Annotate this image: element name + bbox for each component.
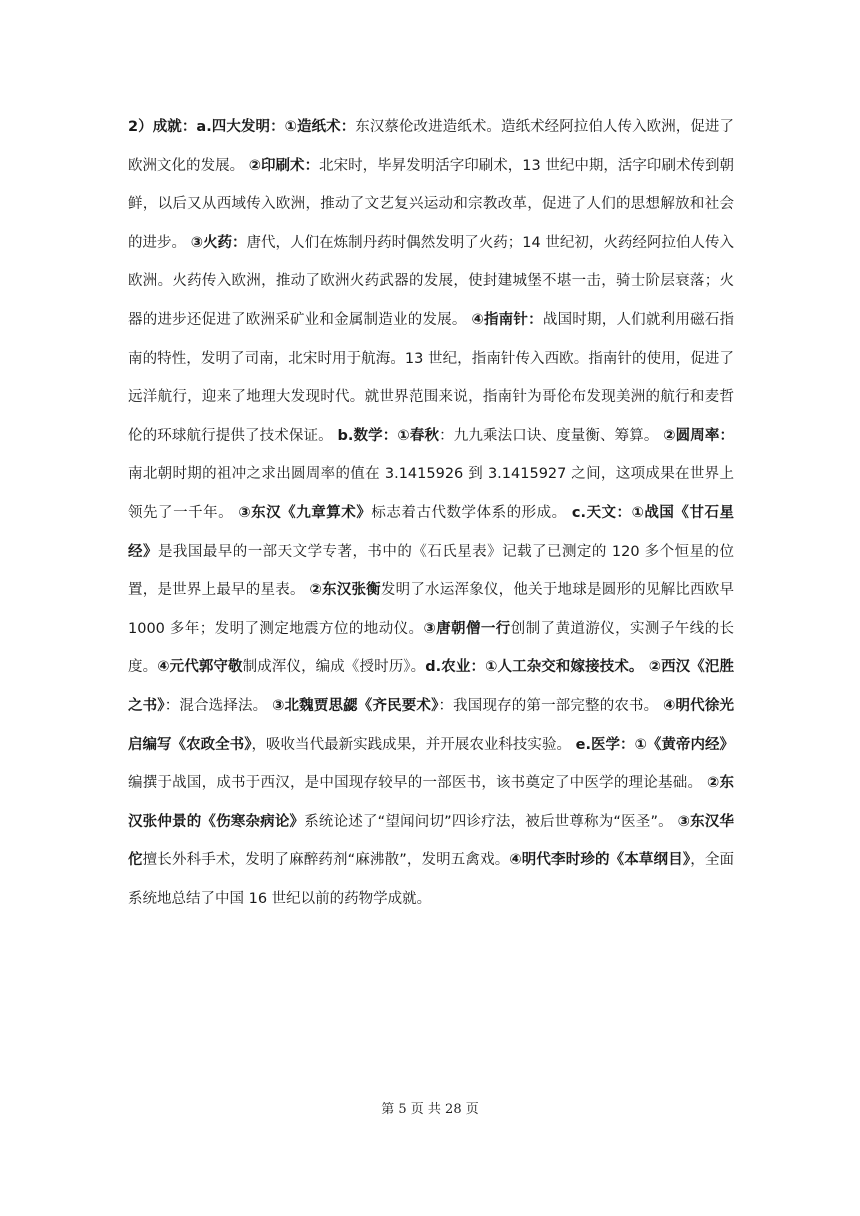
bold-heading-segment: ③火药： [190, 234, 247, 251]
text-segment: 制成浑仪，编成《授时历》。 [242, 659, 426, 676]
bold-heading-segment: ③北魏贾思勰《齐民要术》 [272, 697, 439, 714]
bold-heading-segment: ④指南针： [471, 311, 543, 328]
text-segment: 唐代，人们在炼制丹药时偶然发明了火药；14 世纪初，火药经阿拉伯人传入欧洲。火药传入欧洲，推动了欧洲火药武器的发展，使封建城堡不堪一击，骑士阶层衰落；火器的进步还促进了欧洲采矿业和金属制造业的发展。 [128, 234, 735, 328]
bold-heading-segment: ②圆周率： [663, 427, 735, 444]
text-segment: 发明了水运浑象仪，他关于地球是圆形的见解比西欧早 1000 多年；发明了测定地震方位的地动仪。 [128, 582, 734, 637]
bold-heading-segment: b.数学：①春秋 [337, 427, 440, 444]
text-segment: ：我国现存的第一部完整的农书。 [438, 697, 664, 714]
text-segment: 创制了黄道游仪，实测子午线的长度。 [128, 620, 735, 676]
bold-heading-segment: ④元代郭守敬 [157, 659, 243, 676]
bold-heading-segment: ②东汉张仲景的《伤寒杂病论》 [128, 775, 734, 830]
body-paragraph [128, 108, 734, 918]
text-segment: 东汉蔡伦改进造纸术。造纸术经阿拉伯人传入欧洲，促进了欧洲文化的发展。 [128, 119, 734, 174]
bold-heading-segment: ④明代李时珍的《本草纲目》 [509, 852, 691, 869]
text-segment: 标志着古代数学体系的形成。 [371, 504, 572, 521]
text-segment: 战国时期，人们就利用磁石指南的特性，发明了司南，北宋时用于航海。13 世纪，指南针传入西欧。指南针的使用，促进了远洋航行，迎来了地理大发现时代。就世界范围来说，指南针为哥伦布发现美洲的航行和麦哲伦的环球航行提供了技术保证。 [128, 311, 735, 444]
bold-heading-segment: 2）成就：a.四大发明：①造纸术： [128, 119, 356, 135]
text-segment: ，吸收当代最新实践成果，并开展农业科技实验。 [251, 736, 576, 753]
text-segment: ：混合选择法。 [164, 697, 273, 714]
bold-heading-segment: ③唐朝僧一行 [423, 620, 511, 637]
bold-heading-segment: ②东汉张衡 [309, 582, 381, 599]
bold-heading-segment: d.农业：①人工杂交和嫁接技术。 ②西汉《汜胜之书》 [128, 659, 735, 714]
text-segment: 是我国最早的一部天文学专著，书中的《石氏星表》记载了已测定的 120 多个恒星的位置，是世界上最早的星表。 [128, 543, 734, 599]
text-segment: 北宋时，毕昇发明活字印刷术，13 世纪中期，活字印刷术传到朝鲜，以后又从西域传入欧洲，推动了文艺复兴运动和宗教改革，促进了人们的思想解放和社会的进步。 [128, 157, 734, 251]
bold-heading-segment: c.天文：①战国《甘石星经》 [128, 504, 735, 560]
text-segment: 编撰于战国，成书于西汉，是中国现存较早的一部医书，该书奠定了中医学的理论基础。 [128, 775, 707, 792]
text-segment: ，全面系统地总结了中国 16 世纪以前的药物学成就。 [128, 852, 735, 907]
bold-heading-segment: ④明代徐光启编写《农政全书》 [128, 697, 734, 753]
bold-heading-segment: ③东汉华佗 [128, 813, 734, 869]
text-segment: ：九九乘法口诀、度量衡、筹算。 [439, 427, 664, 444]
bold-heading-segment: ③东汉《九章算术》 [238, 504, 372, 521]
bold-heading-segment: ②印刷术： [248, 157, 320, 174]
text-segment: 擅长外科手术，发明了麻醉药剂“麻沸散”，发明五禽戏。 [142, 852, 510, 869]
text-segment: 南北朝时期的祖冲之求出圆周率的值在 3.1415926 到 3.1415927 之间，这项成果在世界上领先了一千年。 [128, 466, 734, 521]
bold-heading-segment: e.医学：①《黄帝内经》 [575, 736, 735, 753]
text-segment: 系统论述了“望闻问切”四诊疗法，被后世尊称为“医圣”。 [304, 813, 678, 830]
page-footer: 第 5 页 共 28 页 [381, 1102, 479, 1117]
